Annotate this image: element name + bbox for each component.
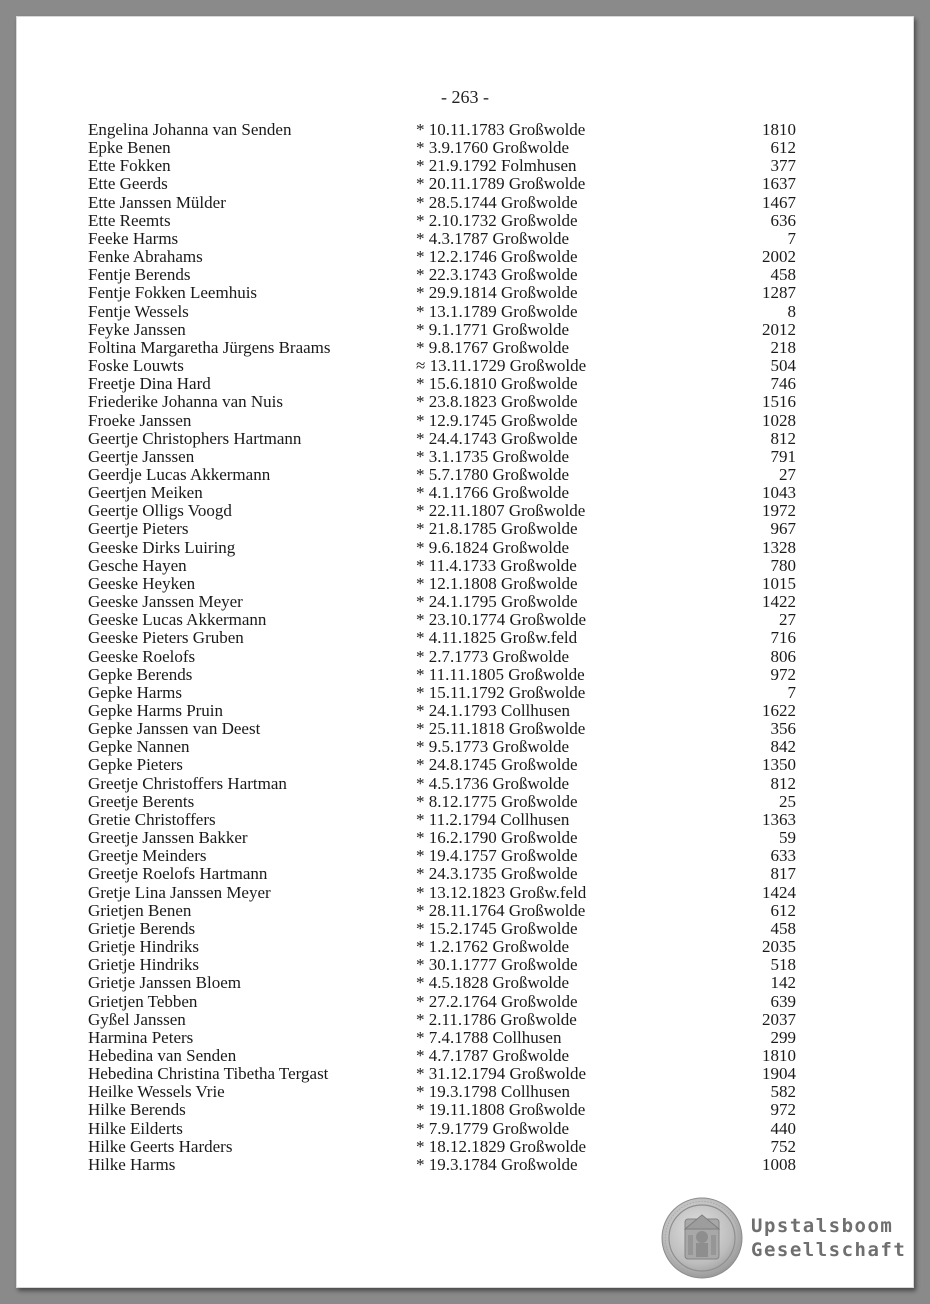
entry-birth: * 13.12.1823 Großw.feld [416,882,587,902]
entry-number: 377 [770,156,796,176]
entry-row [88,139,848,157]
entry-number: 1363 [762,809,796,829]
entry-row [88,393,848,411]
entry-number: 746 [770,374,796,394]
entry-row [88,684,848,702]
entry-number: 612 [770,138,796,158]
entry-row [88,920,848,938]
entry-number: 2002 [762,247,796,267]
document-page [16,16,914,1288]
entry-number: 518 [770,955,796,975]
entry-row [88,466,848,484]
entry-birth: * 24.8.1745 Großwolde [416,755,578,775]
entry-name: Gepke Harms [88,682,182,702]
entry-number: 218 [770,337,796,357]
society-name-line1: Upstalsboom [751,1215,894,1237]
entry-row [88,357,848,375]
entry-row [88,284,848,302]
page-number: - 263 - [441,87,489,107]
entry-number: 1287 [762,283,796,303]
entry-birth: * 7.9.1779 Großwolde [416,1118,569,1138]
entry-number: 440 [770,1118,796,1138]
entry-birth: * 2.10.1732 Großwolde [416,210,578,230]
entry-birth: * 24.1.1795 Großwolde [416,592,578,612]
entry-row [88,738,848,756]
entry-name: Foltina Margaretha Jürgens Braams [88,337,331,357]
entry-name: Freetje Dina Hard [88,374,211,394]
entry-row [88,847,848,865]
entry-name: Geertje Pieters [88,519,189,539]
entry-name: Fenke Abrahams [88,247,203,267]
entry-number: 791 [770,446,796,466]
entry-name: Ette Reemts [88,210,171,230]
entry-name: Gretje Lina Janssen Meyer [88,882,271,902]
entry-name: Foske Louwts [88,356,184,376]
entry-number: 1467 [762,192,796,212]
entry-name: Geertjen Meiken [88,483,203,503]
entry-name: Hilke Berends [88,1100,186,1120]
entry-number: 2037 [762,1009,796,1029]
entry-birth: * 27.2.1764 Großwolde [416,991,578,1011]
entry-birth: * 9.1.1771 Großwolde [416,319,569,339]
entry-name: Hebedina van Senden [88,1045,237,1065]
entry-number: 1516 [762,392,796,412]
entry-name: Greetje Meinders [88,846,207,866]
entry-number: 1972 [762,501,796,521]
entry-name: Geeske Dirks Luiring [88,537,236,557]
entry-row [88,666,848,684]
entry-number: 59 [779,828,796,848]
entry-row [88,212,848,230]
entry-birth: * 4.1.1766 Großwolde [416,483,569,503]
entry-birth: * 1.2.1762 Großwolde [416,937,569,957]
entry-row [88,230,848,248]
entry-name: Gepke Pieters [88,755,183,775]
society-name [751,1214,906,1262]
entry-name: Grietjen Benen [88,900,192,920]
entry-birth: * 4.7.1787 Großwolde [416,1045,569,1065]
entry-row [88,303,848,321]
entry-row [88,157,848,175]
entry-row [88,1083,848,1101]
entry-number: 639 [770,991,796,1011]
upstalsboom-seal-icon [661,1197,743,1279]
entry-row [88,993,848,1011]
entry-name: Grietje Hindriks [88,937,199,957]
entry-name: Grietje Hindriks [88,955,199,975]
entry-row [88,448,848,466]
entry-row [88,1011,848,1029]
entry-name: Hilke Eilderts [88,1118,183,1138]
entry-number: 780 [770,555,796,575]
entry-name: Geertje Christophers Hartmann [88,428,302,448]
entry-number: 972 [770,1100,796,1120]
entry-row [88,956,848,974]
entry-number: 504 [770,356,796,376]
entry-name: Froeke Janssen [88,410,192,430]
entry-name: Hebedina Christina Tibetha Tergast [88,1064,329,1084]
entry-name: Geeske Lucas Akkermann [88,610,267,630]
entry-birth: * 4.5.1736 Großwolde [416,773,569,793]
entry-number: 299 [770,1027,796,1047]
entry-birth: * 18.12.1829 Großwolde [416,1136,586,1156]
entry-name: Grietjen Tebben [88,991,198,1011]
entry-number: 636 [770,210,796,230]
entry-birth: * 30.1.1777 Großwolde [416,955,578,975]
entry-row [88,902,848,920]
entry-birth: * 23.10.1774 Großwolde [416,610,586,630]
entry-row [88,1120,848,1138]
entry-birth: * 12.9.1745 Großwolde [416,410,578,430]
entry-name: Gepke Nannen [88,737,190,757]
entry-row [88,884,848,902]
entry-birth: * 9.8.1767 Großwolde [416,337,569,357]
society-stamp [661,1197,906,1279]
entry-number: 2012 [762,319,796,339]
entry-number: 7 [787,228,796,248]
entry-number: 458 [770,918,796,938]
entry-name: Gepke Berends [88,664,193,684]
entry-number: 842 [770,737,796,757]
entry-name: Gesche Hayen [88,555,187,575]
entry-birth: * 5.7.1780 Großwolde [416,464,569,484]
entry-birth: * 9.5.1773 Großwolde [416,737,569,757]
entry-birth: * 20.11.1789 Großwolde [416,174,586,194]
entry-name: Friederike Johanna van Nuis [88,392,283,412]
entry-name: Feeke Harms [88,228,179,248]
entry-name: Harmina Peters [88,1027,194,1047]
entry-number: 27 [779,464,796,484]
entry-birth: * 24.4.1743 Großwolde [416,428,578,448]
entry-name: Gyßel Janssen [88,1009,186,1029]
entry-birth: * 23.8.1823 Großwolde [416,392,578,412]
entry-birth: * 21.8.1785 Großwolde [416,519,578,539]
entry-row [88,194,848,212]
entry-birth: * 7.4.1788 Collhusen [416,1027,562,1047]
entry-number: 1422 [762,592,796,612]
entry-birth: * 2.7.1773 Großwolde [416,646,569,666]
entry-row [88,1101,848,1119]
entry-list [88,121,848,1174]
entry-row [88,121,848,139]
entry-number: 1637 [762,174,796,194]
entry-row [88,611,848,629]
entry-row [88,756,848,774]
entry-row [88,248,848,266]
entry-row [88,974,848,992]
entry-row [88,1065,848,1083]
entry-number: 1328 [762,537,796,557]
entry-row [88,412,848,430]
entry-number: 812 [770,773,796,793]
entry-number: 1008 [762,1154,796,1174]
entry-name: Gretie Christoffers [88,809,216,829]
entry-row [88,557,848,575]
entry-name: Greetje Janssen Bakker [88,828,248,848]
entry-birth: * 12.1.1808 Großwolde [416,573,578,593]
entry-number: 817 [770,864,796,884]
entry-row [88,793,848,811]
entry-row [88,1138,848,1156]
entry-name: Gepke Janssen van Deest [88,719,261,739]
entry-number: 1810 [762,1045,796,1065]
entry-number: 1424 [762,882,796,902]
entry-birth: * 10.11.1783 Großwolde [416,120,586,139]
entry-name: Geerdje Lucas Akkermann [88,464,271,484]
entry-row [88,502,848,520]
entry-number: 1015 [762,573,796,593]
entry-birth: * 8.12.1775 Großwolde [416,791,578,811]
entry-birth: * 31.12.1794 Großwolde [416,1064,586,1084]
entry-birth: * 4.5.1828 Großwolde [416,973,569,993]
entry-name: Ette Fokken [88,156,171,176]
entry-name: Fentje Berends [88,265,191,285]
entry-birth: * 19.4.1757 Großwolde [416,846,578,866]
entry-name: Geeske Janssen Meyer [88,592,243,612]
entry-birth: * 22.3.1743 Großwolde [416,265,578,285]
entry-row [88,829,848,847]
entry-name: Fentje Wessels [88,301,189,321]
entry-birth: * 15.2.1745 Großwolde [416,918,578,938]
entry-birth: * 15.6.1810 Großwolde [416,374,578,394]
entry-name: Gepke Harms Pruin [88,701,224,720]
entry-row [88,865,848,883]
entry-name: Geertje Olligs Voogd [88,501,232,521]
entry-number: 8 [787,301,796,321]
entry-number: 752 [770,1136,796,1156]
entry-number: 806 [770,646,796,666]
entry-row [88,484,848,502]
entry-name: Fentje Fokken Leemhuis [88,283,258,303]
entry-row [88,575,848,593]
entry-name: Grietje Janssen Bloem [88,973,241,993]
entry-birth: * 3.9.1760 Großwolde [416,138,569,158]
entry-row [88,1047,848,1065]
entry-birth: * 4.11.1825 Großw.feld [416,628,578,648]
entry-name: Geeske Pieters Gruben [88,628,244,648]
entry-birth: * 2.11.1786 Großwolde [416,1009,577,1029]
entry-birth: * 16.2.1790 Großwolde [416,828,578,848]
entry-number: 1028 [762,410,796,430]
entry-row [88,811,848,829]
entry-number: 716 [770,628,796,648]
entry-birth: * 12.2.1746 Großwolde [416,247,578,267]
entry-number: 582 [770,1082,796,1102]
entry-birth: * 13.1.1789 Großwolde [416,301,578,321]
entry-birth: * 3.1.1735 Großwolde [416,446,569,466]
entry-name: Greetje Christoffers Hartman [88,773,287,793]
entry-row [88,375,848,393]
entry-birth: * 11.2.1794 Collhusen [416,809,570,829]
entry-row [88,321,848,339]
society-name-line2: Gesellschaft [751,1239,907,1261]
entry-number: 356 [770,719,796,739]
entry-number: 142 [770,973,796,993]
entry-birth: * 15.11.1792 Großwolde [416,682,586,702]
entry-number: 967 [770,519,796,539]
entry-number: 458 [770,265,796,285]
entry-name: Grietje Berends [88,918,196,938]
entry-name: Ette Janssen Mülder [88,192,226,212]
entry-name: Greetje Berents [88,791,195,811]
entry-number: 1810 [762,120,796,139]
entry-birth: ≈ 13.11.1729 Großwolde [416,356,587,376]
entry-name: Hilke Harms [88,1154,176,1174]
entry-birth: * 11.11.1805 Großwolde [416,664,585,684]
entry-row [88,593,848,611]
entry-row [88,539,848,557]
entry-name: Engelina Johanna van Senden [88,120,292,139]
entry-number: 1904 [762,1064,796,1084]
entry-name: Ette Geerds [88,174,168,194]
entry-row [88,339,848,357]
entry-name: Feyke Janssen [88,319,186,339]
entry-birth: * 25.11.1818 Großwolde [416,719,586,739]
entry-row [88,938,848,956]
entry-number: 7 [787,682,796,702]
entry-row [88,1156,848,1174]
entry-row [88,175,848,193]
entry-birth: * 28.5.1744 Großwolde [416,192,578,212]
entry-row [88,1029,848,1047]
entry-name: Hilke Geerts Harders [88,1136,233,1156]
entry-name: Geeske Roelofs [88,646,196,666]
entry-number: 27 [779,610,796,630]
entry-number: 25 [779,791,796,811]
entry-number: 2035 [762,937,796,957]
entry-number: 1043 [762,483,796,503]
entry-row [88,775,848,793]
entry-name: Geertje Janssen [88,446,195,466]
entry-row [88,702,848,720]
entry-birth: * 29.9.1814 Großwolde [416,283,578,303]
entry-row [88,430,848,448]
entry-number: 972 [770,664,796,684]
entry-birth: * 19.11.1808 Großwolde [416,1100,586,1120]
entry-number: 1350 [762,755,796,775]
entry-birth: * 19.3.1798 Collhusen [416,1082,570,1102]
entry-row [88,720,848,738]
entry-row [88,648,848,666]
entry-birth: * 4.3.1787 Großwolde [416,228,569,248]
entry-name: Epke Benen [88,138,171,158]
entry-number: 633 [770,846,796,866]
entry-row [88,520,848,538]
entry-name: Heilke Wessels Vrie [88,1082,225,1102]
entry-name: Greetje Roelofs Hartmann [88,864,268,884]
entry-name: Geeske Heyken [88,573,196,593]
entry-row [88,266,848,284]
entry-number: 1622 [762,701,796,720]
entry-birth: * 11.4.1733 Großwolde [416,555,577,575]
entry-number: 612 [770,900,796,920]
entry-birth: * 9.6.1824 Großwolde [416,537,569,557]
entry-birth: * 22.11.1807 Großwolde [416,501,586,521]
entry-birth: * 24.3.1735 Großwolde [416,864,578,884]
entry-birth: * 28.11.1764 Großwolde [416,900,586,920]
entry-row [88,629,848,647]
entry-birth: * 21.9.1792 Folmhusen [416,156,577,176]
entry-birth: * 24.1.1793 Collhusen [416,701,570,720]
entry-number: 812 [770,428,796,448]
entry-birth: * 19.3.1784 Großwolde [416,1154,578,1174]
